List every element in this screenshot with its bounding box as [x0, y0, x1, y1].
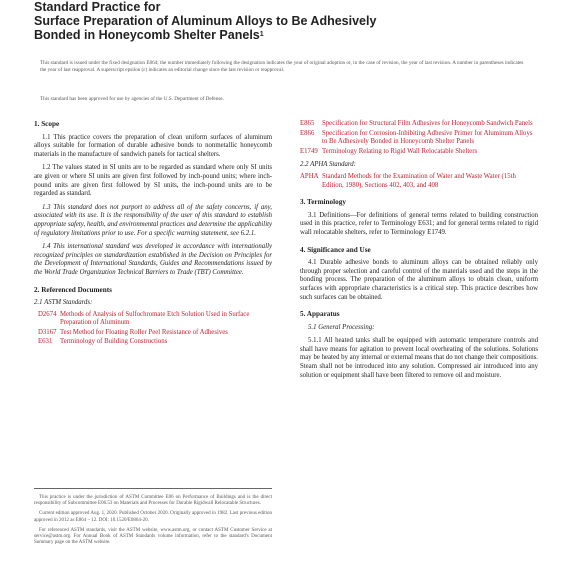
footnotes — [34, 488, 272, 550]
right-column — [300, 120, 538, 385]
reference-item[interactable] — [34, 311, 272, 328]
footnote-1: This practice is under the jurisdiction of ASTM Committee E06 on Performance of Buildings and is the direct responsibility of Subcommittee E06.53 on Materials and Processes for Durable Rigidwall Relocatable Structures. — [34, 495, 272, 507]
terminology-3-1: 3.1 Definitions—For definitions of general terms related to building construction used in this practice, refer to Terminology E631; and for general terms related to rigid wall relocatable shelters, refer to Terminology E1749. — [300, 211, 538, 236]
referenced-documents-heading: 2. Referenced Documents — [34, 285, 112, 294]
reference-title[interactable]: Terminology of Building Constructions — [60, 338, 168, 346]
title-footnote-mark: 1 — [259, 31, 264, 38]
reference-item[interactable] — [300, 148, 538, 157]
reference-title[interactable]: Test Method for Floating Roller Peel Resistance of Adhesives — [60, 328, 228, 336]
title-line-3-text: Bonded in Honeycomb Shelter Panels — [34, 28, 260, 42]
apparatus-heading: 5. Apparatus — [300, 310, 340, 319]
astm-reference-list-continued — [300, 120, 538, 156]
reference-code[interactable]: APHA — [300, 172, 319, 180]
title-line-2: Surface Preparation of Aluminum Alloys to Be Adhesively — [34, 14, 377, 28]
reference-code[interactable]: E1749 — [300, 147, 318, 155]
apha-reference-item[interactable] — [300, 173, 538, 190]
reference-code[interactable]: D3167 — [38, 328, 57, 336]
reference-title[interactable]: Methods of Analysis of Sulfochromate Etch Solution Used in Surface Preparation of Aluminum — [60, 310, 250, 327]
title-line-1: Standard Practice for — [34, 0, 161, 14]
footnote-1-edition: Current edition approved Aug. 1, 2020. Published October 2020. Originally approved in 1982. Last previous edition approved in 2012 as E864 – 12. DOI: 10.1520/E0864-20. — [34, 511, 272, 523]
scope-1-4: 1.4 This international standard was developed in accordance with internationally recognized principles on standardization established in the Decision on Principles for the Development of International Standards, Guides and Recommendations issued by the World Trade Organization Technical Barriers to Trade (TBT) Committee. — [34, 243, 272, 276]
title-line-3 — [34, 28, 544, 42]
reference-title[interactable]: Terminology Relating to Rigid Wall Relocatable Shelters — [322, 147, 478, 155]
footnote-2: For referenced ASTM standards, visit the ASTM website, www.astm.org, or contact ASTM Customer Service at service@astm.org. For Annual Book of ASTM Standards volume information, refer to the standard's Document Summary page on the ASTM website. — [34, 527, 272, 546]
scope-1-1: 1.1 This practice covers the preparation of clean uniform surfaces of aluminum alloys suitable for formation of durable adhesive bonds to nonmetallic honeycomb materials in the manufacture of sandwich panels for tactical shelters. — [34, 133, 272, 158]
reference-item[interactable] — [300, 120, 538, 129]
reference-item[interactable] — [34, 338, 272, 347]
apparatus-5-1: 5.1 General Processing: — [308, 323, 375, 331]
astm-reference-list — [34, 311, 272, 347]
reference-title[interactable]: Specification for Corrosion-Inhibiting Adhesive Primer for Aluminum Alloys to Be Adhesively Bonded in Honeycomb Shelter Panels — [322, 129, 533, 146]
scope-1-3: 1.3 This standard does not purport to address all of the safety concerns, if any, associated with its use. It is the responsibility of the user of this standard to establish appropriate safety, health, and environmental practices and determine the applicability of regulatory limitations prior to use. For a specific warning statement, see 6.2.1. — [34, 203, 272, 237]
reference-code[interactable]: E866 — [300, 129, 315, 137]
reference-code[interactable]: E631 — [38, 338, 53, 346]
reference-code[interactable]: E865 — [300, 120, 315, 127]
designation-note: This standard is issued under the fixed designation E864; the number immediately following the designation indicates the year of original adoption or, in the case of revision, the year of last revision. A number in parentheses indicates the year of last reapproval. A superscript epsilon (ε) indicates an editorial change since the last revision or reapproval. — [40, 60, 524, 73]
scope-heading: 1. Scope — [34, 120, 60, 128]
left-column — [34, 120, 272, 348]
apha-standard-label: 2.2 APHA Standard: — [300, 161, 356, 169]
reference-title[interactable]: Specification for Structural Film Adhesives for Honeycomb Sandwich Panels — [322, 120, 533, 127]
reference-item[interactable] — [300, 130, 538, 147]
significance-heading: 4. Significance and Use — [300, 245, 371, 254]
terminology-heading: 3. Terminology — [300, 198, 346, 207]
scope-1-2: 1.2 The values stated in SI units are to be regarded as standard where only SI units are given or where SI units are given first followed by inch-pound units; where inch-pound units are given first followed by SI units, the inch-pound units are to be regarded as standard. — [34, 164, 272, 198]
astm-standards-label: 2.1 ASTM Standards: — [34, 299, 93, 307]
significance-4-1: 4.1 Durable adhesive bonds to aluminum alloys can be obtained reliably only through proper selection and careful control of the materials used and the steps in the bonding process. The preparation of the aluminum alloys to obtain clean, uniform surfaces with appropriate characteristics is a critical step. This practice describes how such surfaces can be obtained. — [300, 259, 538, 301]
reference-item[interactable] — [34, 329, 272, 338]
document-title — [34, 0, 544, 42]
approval-note: This standard has been approved for use by agencies of the U.S. Department of Defense. — [40, 96, 224, 102]
apparatus-5-1-1: 5.1.1 All heated tanks shall be equipped with automatic temperature controls and shall have means for agitation to prevent local overheating of the solutions. Solutions may be heated by any internal or external means that do not change their compositions. Steam shall not be introduced into any solution. Compressed air introduced into any solution or equipment shall have been filtered to remove oil and moisture. — [300, 337, 538, 379]
reference-title[interactable]: Standard Methods for the Examination of Water and Waste Water (15th Edition, 1980), Sections 402, 403, and 408 — [322, 172, 516, 189]
reference-code[interactable]: D2674 — [38, 310, 57, 318]
